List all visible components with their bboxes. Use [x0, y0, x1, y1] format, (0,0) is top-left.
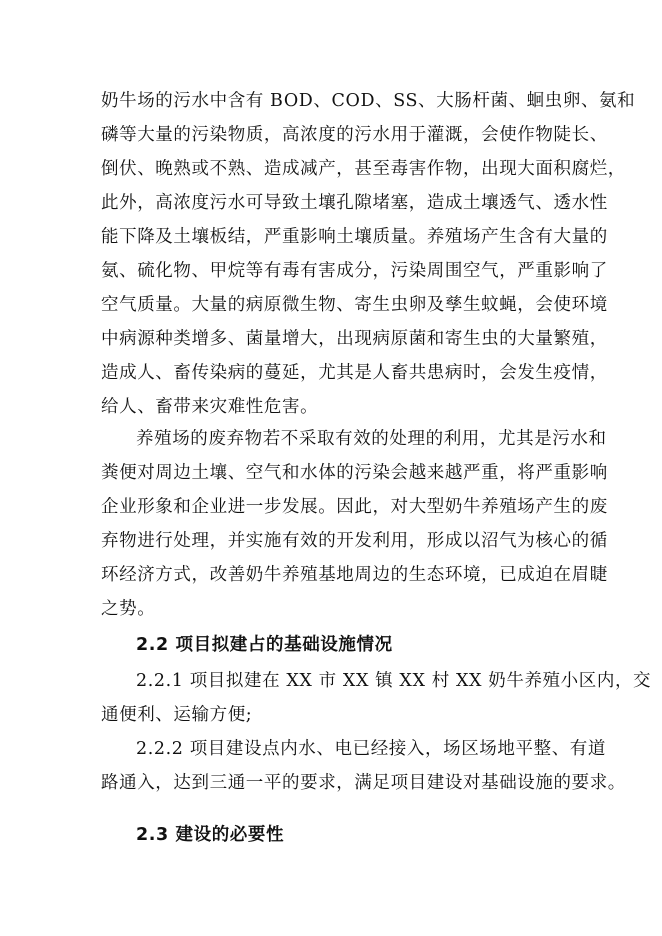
paragraph-1-line-10: 给人、畜带来灾难性危害。 [101, 397, 319, 417]
item-2-2-1-line-2: 通便利、运输方便; [101, 705, 253, 725]
item-2-2-2-line-2: 路通入，达到三通一平的要求，满足项目建设对基础设施的要求。 [101, 773, 626, 793]
section-2-3-heading: 2.3 建设的必要性 [136, 825, 285, 845]
paragraph-2-line-1: 养殖场的废弃物若不采取有效的处理的利用，尤其是污水和 [136, 429, 607, 449]
paragraph-1-line-8: 中病源种类增多、菌量增大，出现病原菌和寄生虫的大量繁殖， [101, 329, 608, 349]
paragraph-1-line-9: 造成人、畜传染病的蔓延，尤其是人畜共患病时，会发生疫情， [101, 363, 608, 383]
paragraph-2-line-4: 弃物进行处理，并实施有效的开发利用，形成以沼气为核心的循 [101, 531, 608, 551]
item-2-2-2-line-1: 2.2.2 项目建设点内水、电已经接入，场区场地平整、有道 [136, 739, 606, 759]
paragraph-1-line-7: 空气质量。大量的病原微生物、寄生虫卵及孳生蚊蝇，会使环境 [101, 295, 608, 315]
paragraph-2-line-5: 环经济方式，改善奶牛养殖基地周边的生态环境，已成迫在眉睫 [101, 565, 608, 585]
paragraph-1-line-6: 氨、硫化物、甲烷等有毒有害成分，污染周围空气，严重影响了 [101, 261, 608, 281]
paragraph-1-line-2: 磷等大量的污染物质，高浓度的污水用于灌溉，会使作物陡长、 [101, 125, 608, 145]
paragraph-2-line-6: 之势。 [101, 599, 156, 619]
paragraph-1-line-3: 倒伏、晚熟或不熟、造成减产，甚至毒害作物，出现大面积腐烂， [101, 159, 626, 179]
paragraph-1-line-4: 此外，高浓度污水可导致土壤孔隙堵塞，造成土壤透气、透水性 [101, 193, 608, 213]
paragraph-2-line-3: 企业形象和企业进一步发展。因此，对大型奶牛养殖场产生的废 [101, 497, 608, 517]
paragraph-1-line-1: 奶牛场的污水中含有 BOD、COD、SS、大肠杆菌、蛔虫卵、氨和 [101, 91, 636, 111]
paragraph-2-line-2: 粪便对周边土壤、空气和水体的污染会越来越严重，将严重影响 [101, 463, 608, 483]
section-2-2-heading: 2.2 项目拟建占的基础设施情况 [136, 635, 393, 655]
item-2-2-1-line-1: 2.2.1 项目拟建在 XX 市 XX 镇 XX 村 XX 奶牛养殖小区内，交 [136, 671, 652, 691]
paragraph-1-line-5: 能下降及土壤板结，严重影响土壤质量。养殖场产生含有大量的 [101, 227, 608, 247]
